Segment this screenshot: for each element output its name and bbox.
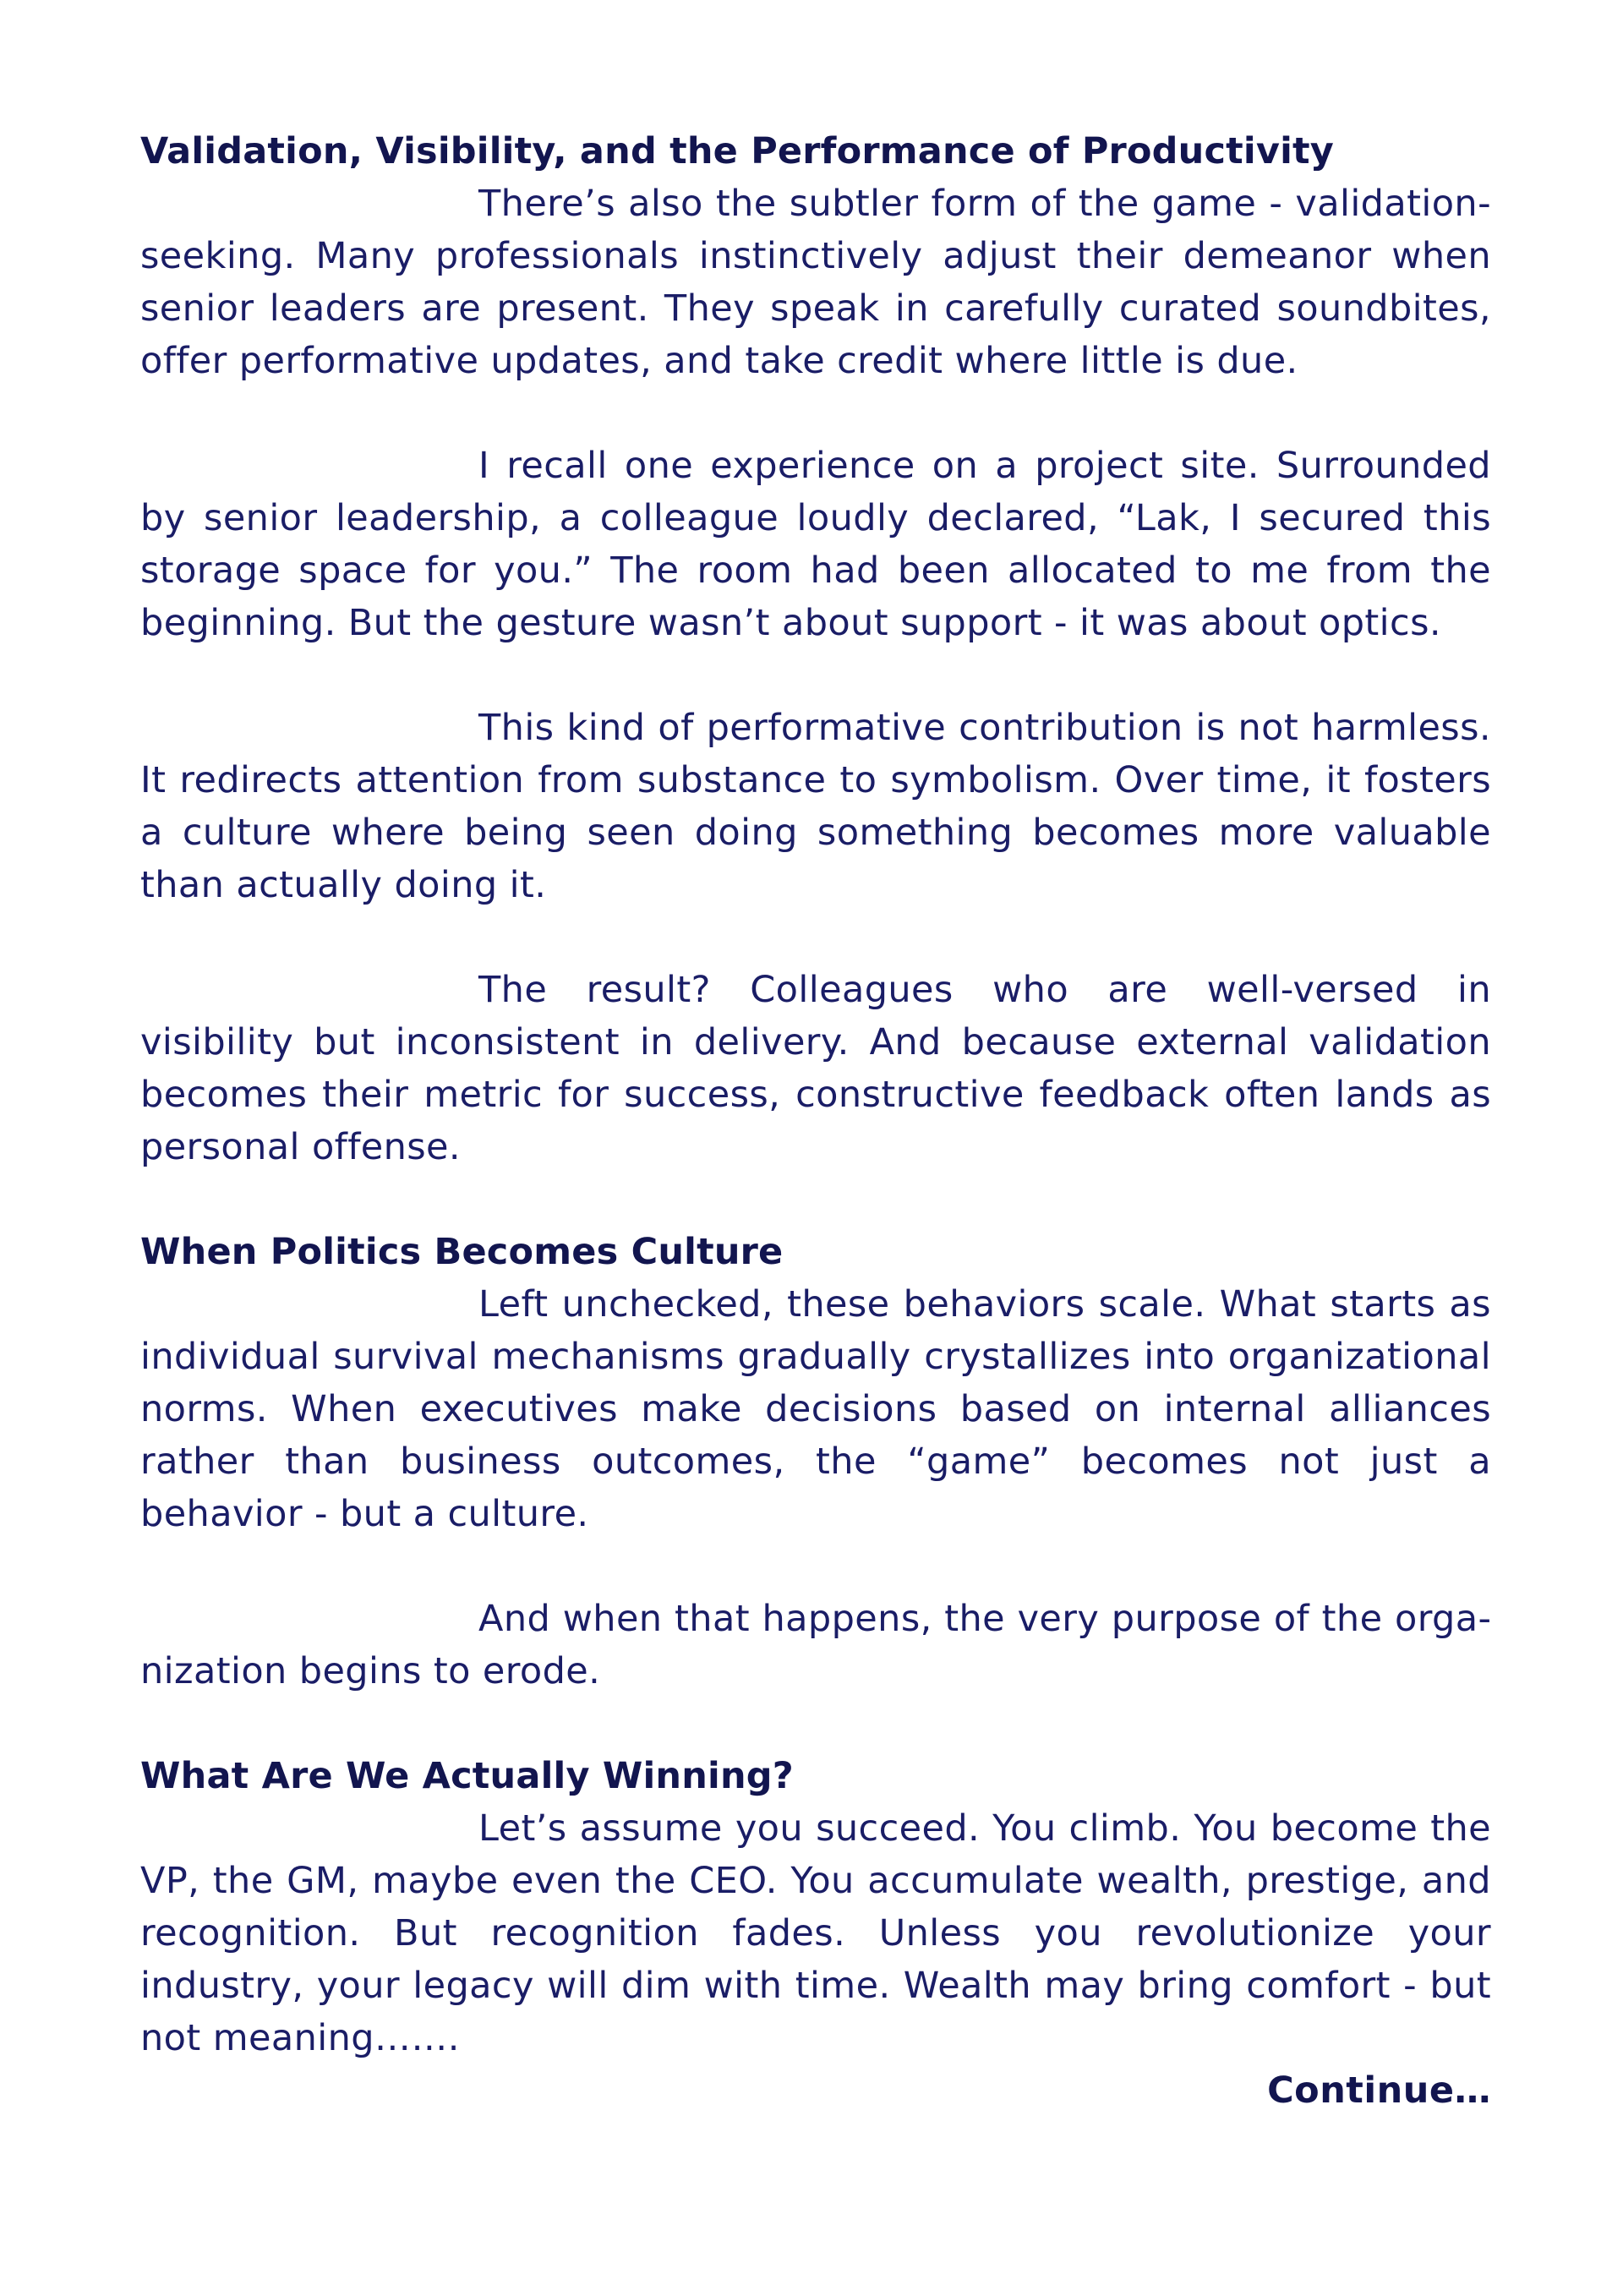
section-heading-validation: Validation, Visibility, and the Performance of Productivity: [140, 130, 1335, 172]
article-body: [140, 125, 1491, 2117]
paragraph: I recall one experience on a project site. Surrounded by senior leadership, a colleague loudly declared, “Lak, I secured this storage space for you.” The room had been allocated to me from the beginning. But the gesture wasn’t about support - it was about optics.: [140, 445, 1491, 644]
paragraph: This kind of performative contribution is not harmless. It redirects attention from substance to symbolism. Over time, it fosters a culture where being seen doing something becomes more valuable than actually doing it.: [140, 707, 1491, 906]
paragraph: Left unchecked, these behaviors scale. What starts as individual survival mechanisms gradually crystallizes into organizational norms. When executives make decisions based on internal alliances rather than business outcomes, the “game” becomes not just a behavior - but a culture.: [140, 1283, 1491, 1535]
paragraph: The result? Colleagues who are well-versed in visibility but inconsistent in delivery. And because external validation becomes their metric for success, constructive feedback often lands as personal offense.: [140, 969, 1491, 1168]
section-heading-winning: What Are We Actually Winning?: [140, 1755, 794, 1797]
paragraph: And when that happens, the very purpose of the organization begins to erode.: [140, 1598, 1491, 1692]
section-heading-politics: When Politics Becomes Culture: [140, 1231, 784, 1273]
paragraph: There’s also the subtler form of the game - validation-seeking. Many professionals instinctively adjust their demeanor when senior leaders are present. They speak in carefully curated soundbites, offer performative updates, and take credit where little is due.: [140, 183, 1491, 382]
continue-label: Continue…: [1267, 2069, 1491, 2112]
paragraph: Let’s assume you succeed. You climb. You become the VP, the GM, maybe even the CEO. You accumulate wealth, prestige, and recognition. But recognition fades. Unless you revolutionize your industry, your legacy will dim with time. Wealth may bring comfort - but not meaning…….: [140, 1807, 1491, 2059]
